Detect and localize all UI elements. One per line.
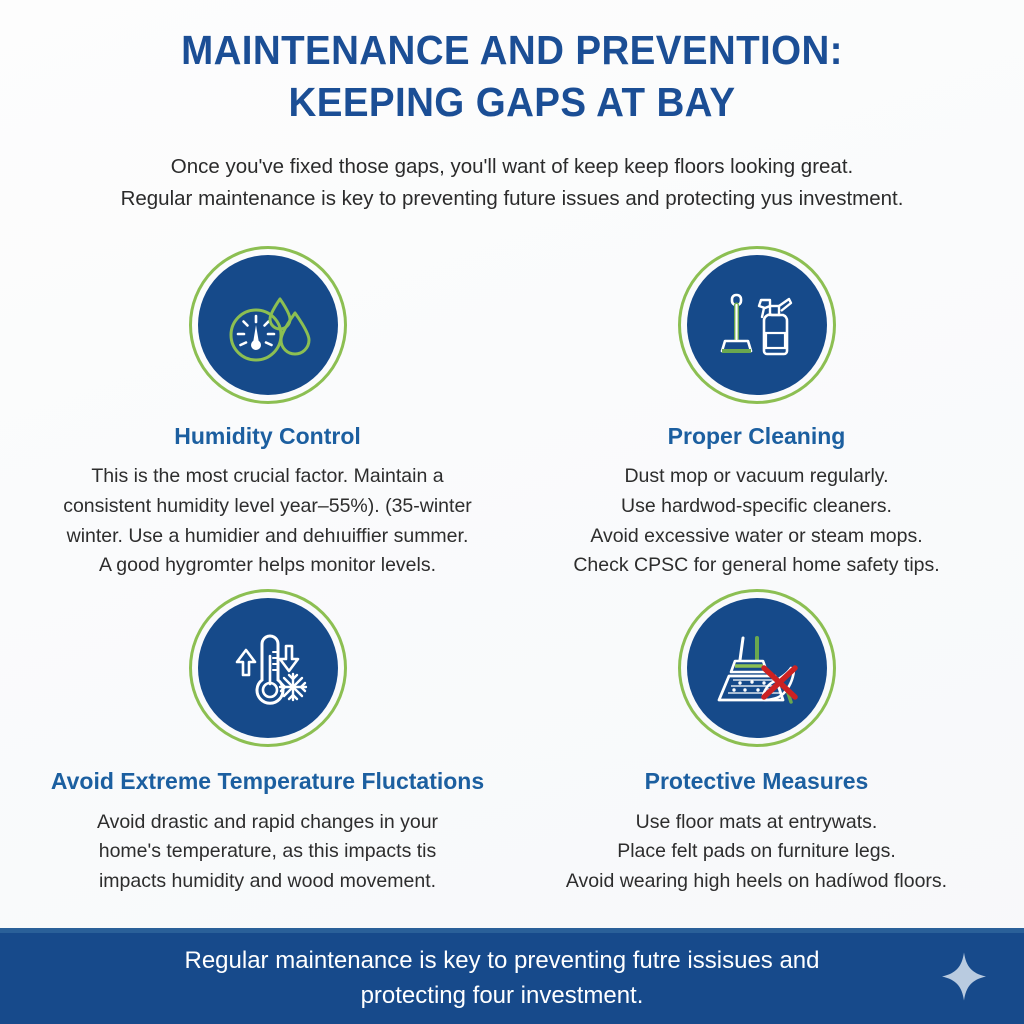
footer-message-line-1: Regular maintenance is key to preventing futre issisues and xyxy=(184,947,820,975)
card-proper-cleaning xyxy=(517,246,996,585)
card-body-line: Use hardwod-specific cleaners. xyxy=(621,495,892,518)
page-subtitle-line-1: Once you've fixed those gaps, you'll want of keep keep floors looking great. xyxy=(170,154,854,178)
page-title xyxy=(97,24,928,129)
card-body-line: Avoid wearing high heels on hadíwod floors. xyxy=(565,869,948,892)
card-body-humidity xyxy=(63,462,472,581)
card-body-cleaning xyxy=(573,462,939,581)
card-body-line: Use floor mats at entrywats. xyxy=(635,810,878,833)
card-body-line: A good hygromter helps monitor levels. xyxy=(98,554,437,577)
header-section xyxy=(0,0,1024,216)
card-title-cleaning: Proper Cleaning xyxy=(667,422,846,449)
card-protective-measures xyxy=(517,589,996,928)
card-humidity-control xyxy=(28,246,507,585)
footer-message xyxy=(184,944,819,1012)
card-body-line: impacts humidity and wood movement. xyxy=(98,869,437,892)
card-body-line: This is the most crucial factor. Maintain a xyxy=(91,465,444,488)
card-body-line: Dust mop or vacuum regularly. xyxy=(624,465,889,488)
card-body-line: winter. Use a humidier and dehıuiffier summer. xyxy=(66,524,469,547)
page-subtitle-line-2: Regular maintenance is key to preventing future issues and protecting yus investment. xyxy=(120,187,904,211)
card-title-temperature: Avoid Extreme Temperature Fluctations xyxy=(50,767,485,794)
floor-mat-no-heels-icon xyxy=(678,589,836,747)
card-body-line: home's temperature, as this impacts tis xyxy=(98,840,437,863)
mop-spray-bottle-icon xyxy=(678,246,836,404)
card-body-temperature xyxy=(97,808,438,897)
sparkle-star-icon xyxy=(940,950,988,1007)
card-body-line: Check CPSC for general home safety tips. xyxy=(573,554,940,577)
card-body-protective xyxy=(566,808,947,897)
card-body-line: Avoid excessive water or steam mops. xyxy=(590,524,923,547)
card-title-humidity: Humidity Control xyxy=(174,422,361,449)
page-title-line-2: KEEPING GAPS AT BAY xyxy=(288,79,736,126)
card-temperature-fluctuations xyxy=(28,589,507,928)
card-title-protective: Protective Measures xyxy=(644,767,869,794)
humidity-gauge-droplets-icon xyxy=(189,246,347,404)
card-body-line: Place felt pads on furniture legs. xyxy=(617,840,896,863)
card-body-line: Avoid drastic and rapid changes in your xyxy=(96,810,439,833)
footer-message-line-2: protecting four investment. xyxy=(360,981,644,1009)
card-body-line: consistent humidity level year–55%). (35-winter xyxy=(63,495,472,518)
page-subtitle xyxy=(70,151,954,216)
page-title-line-1: MAINTENANCE AND PREVENTION: xyxy=(181,27,843,73)
footer-banner xyxy=(0,928,1024,1024)
thermometer-arrows-snowflake-icon xyxy=(189,589,347,747)
cards-grid xyxy=(0,216,1024,928)
